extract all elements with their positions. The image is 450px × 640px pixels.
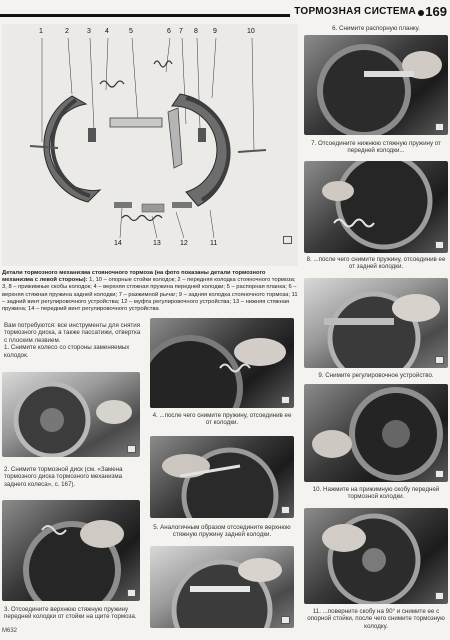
camera-icon	[127, 589, 136, 597]
step-4-caption: 4. ...после чего снимите пружину, отсоединив ее от колодки.	[152, 412, 292, 427]
camera-icon	[435, 241, 444, 249]
callout-4: 4	[105, 28, 109, 35]
callout-10: 10	[247, 28, 255, 35]
camera-icon	[281, 616, 290, 624]
photo-step-6	[304, 35, 448, 135]
photo-step-7	[304, 161, 448, 253]
step-2-caption: 2. Снимите тормозной диск (см. «Замена тормозного диска тормозного механизма заднего колеса», с. 167).	[4, 466, 123, 488]
camera-icon	[435, 592, 444, 600]
step-7-caption: 7. Отсоедините нижнюю стяжную пружину от передней колодки...	[311, 140, 441, 155]
header-bullet	[418, 10, 424, 16]
step-8-caption: 8. ...после чего снимите пружину, отсоединив ее от задней колодки.	[306, 256, 446, 271]
callout-12: 12	[180, 240, 188, 247]
callout-5: 5	[129, 28, 133, 35]
photo-step-10	[304, 508, 448, 604]
photo-step-6b	[150, 546, 294, 628]
step-9-caption: 9. Снимите регулировочное устройство.	[318, 372, 434, 379]
camera-icon	[435, 356, 444, 364]
callout-7: 7	[179, 28, 183, 35]
photo-step-8	[304, 278, 448, 368]
diagram-legend	[2, 270, 298, 313]
callout-9: 9	[213, 28, 217, 35]
parts-drawing	[2, 24, 298, 266]
legend-heading: Детали тормозного механизма стояночного тормоза (на фото показаны детали тормозного механизма с левой стороны):	[2, 270, 266, 284]
section-title: ТОРМОЗНАЯ СИСТЕМА	[294, 6, 416, 17]
step-1-caption: 1. Снимите колесо со стороны заменяемых колодок.	[4, 344, 130, 359]
step-11-caption: 11. ...поверните скобу на 90° и снимите ее с опорной стойки, после чего снимите тормозную колодку.	[307, 608, 445, 630]
callout-1: 1	[39, 28, 43, 35]
step-3-caption: 3. Отсоедините верхнюю стяжную пружину передней колодки от стойки на щите тормоза.	[4, 606, 137, 621]
photo-step-2	[2, 372, 140, 457]
photo-step-5	[150, 436, 294, 518]
camera-icon	[435, 470, 444, 478]
callout-11: 11	[210, 240, 218, 247]
page-number: 169	[425, 4, 447, 19]
footer-code: M632	[2, 628, 18, 634]
callout-8: 8	[194, 28, 198, 35]
callout-6: 6	[167, 28, 171, 35]
page-header	[0, 0, 450, 24]
photo-step-3	[2, 500, 140, 601]
camera-icon	[435, 123, 444, 131]
legend-text: 1, 10 – опорные стойки колодок; 2 – передняя колодка стояночного тормоза; 3, 8 – прижимные скобы колодок; 4 – верхняя стяжная пружина передней колодки; 5 – распорная планка; 6 – верхняя стяжная пружина задней колодки; 7 – разжимной рычаг; 9 – задняя колодка стояночного тормоза; 11 – задний винт регулировочного устройства; 12 – муфта регулировочного устройства; 13 – нижняя стяжная пружина; 14 – передний винт регулировочного устройства	[2, 277, 298, 313]
camera-icon	[283, 236, 292, 244]
photo-step-9	[304, 384, 448, 482]
callout-14: 14	[114, 240, 122, 247]
step-10-caption: 10. Нажмите на прижимную скобу передней тормозной колодки.	[312, 486, 440, 501]
camera-icon	[281, 506, 290, 514]
callout-13: 13	[153, 240, 161, 247]
photo-step-4	[150, 318, 294, 408]
camera-icon	[281, 396, 290, 404]
step-6-caption: 6. Снимите распорную планку.	[332, 25, 420, 32]
callout-3: 3	[87, 28, 91, 35]
callout-2: 2	[65, 28, 69, 35]
parts-diagram	[2, 24, 298, 266]
intro-text: Вам потребуются: все инструменты для снятия тормозного диска, а также пассатижи, отвертка с плоским лезвием. 1. Снимите колесо со стороны заменяемых колодок.	[4, 322, 141, 359]
step-5-caption: 5. Аналогичным образом отсоедините верхнюю стяжную пружину задней колодки.	[153, 524, 291, 539]
camera-icon	[127, 445, 136, 453]
